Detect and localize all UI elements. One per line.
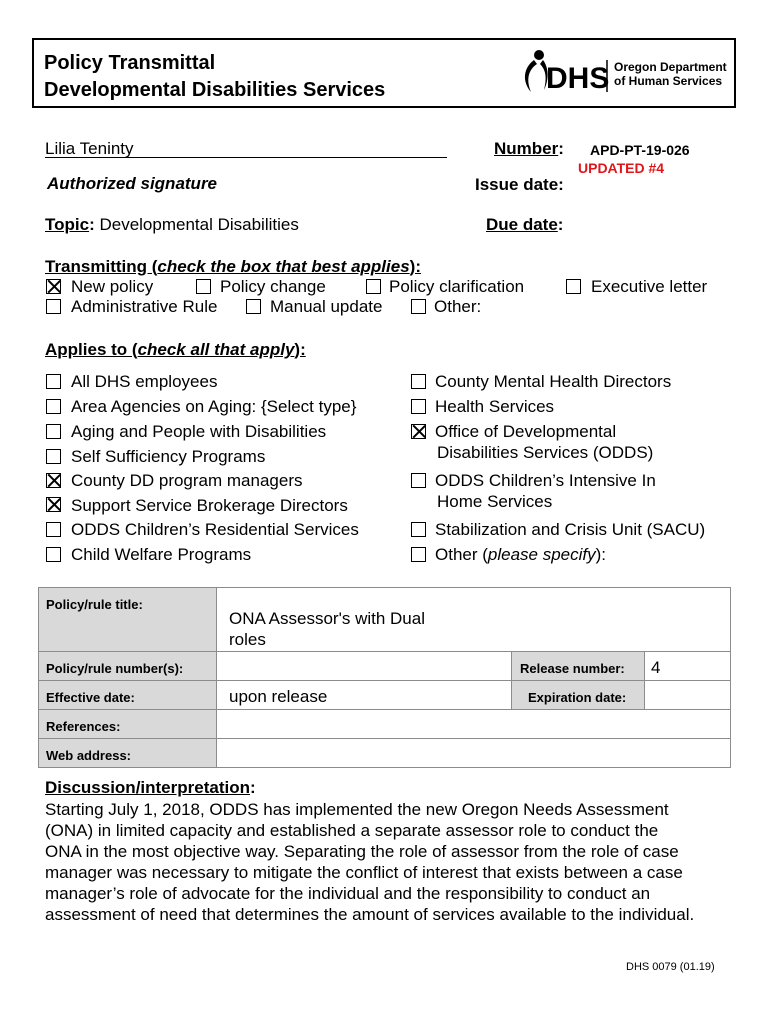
checkbox-county-dd[interactable] [46,473,61,488]
checkbox-brokerage[interactable] [46,497,61,512]
applies-odds-intensive: ODDS Children’s Intensive In [435,471,656,490]
applies-odds-line2: Disabilities Services (ODDS) [437,443,654,462]
option-executive-letter: Executive letter [591,277,708,296]
topic-label: Topic [45,215,90,234]
references-label: References: [39,710,217,739]
references-value[interactable] [217,710,731,739]
checkbox-other-applies[interactable] [411,547,426,562]
number-label: Number: [494,139,564,158]
checkbox-county-mental-health[interactable] [411,374,426,389]
checkbox-sacu[interactable] [411,522,426,537]
checkbox-health-services[interactable] [411,399,426,414]
checkbox-self-sufficiency[interactable] [46,449,61,464]
number-value: APD-PT-19-026 [590,142,690,158]
option-other-transmit: Other: [434,297,482,316]
policy-number-value[interactable] [217,652,512,681]
checkbox-child-welfare[interactable] [46,547,61,562]
release-number-value[interactable]: 4 [645,652,731,681]
dhs-logo [509,46,609,103]
applies-self-sufficiency: Self Sufficiency Programs [71,447,266,466]
applies-aaa: Area Agencies on Aging: {Select type} [71,397,357,416]
applies-odds-intensive-line2: Home Services [437,492,553,511]
title-line-1: Policy Transmittal [44,52,216,74]
expiration-date-value[interactable] [645,681,731,710]
applies-apd: Aging and People with Disabilities [71,422,327,441]
applies-heading: Applies to (check all that apply): [45,340,306,359]
option-policy-clarification: Policy clarification [389,277,525,296]
option-administrative-rule: Administrative Rule [71,297,218,316]
option-new-policy: New policy [71,277,154,296]
applies-child-welfare: Child Welfare Programs [71,545,252,564]
policy-title-label: Policy/rule title: [39,588,217,652]
issue-date-label: Issue date: [475,175,564,194]
checkbox-policy-clarification[interactable] [366,279,381,294]
discussion-body [45,799,735,925]
agency-line-1: Oregon Department [614,60,727,74]
discussion-line: (ONA) in limited capacity and established a separate assessor role to conduct the [45,821,659,840]
logo-abbr: DHS [546,62,609,95]
signature-name: Lilia Teninty [45,139,134,158]
checkbox-odds-residential[interactable] [46,522,61,537]
policy-number-label: Policy/rule number(s): [39,652,217,681]
applies-health-services: Health Services [435,397,555,416]
checkbox-new-policy[interactable] [46,279,61,294]
checkbox-apd[interactable] [46,424,61,439]
checkbox-executive-letter[interactable] [566,279,581,294]
effective-date-value[interactable]: upon release [217,681,512,710]
due-date-label: Due date: [486,215,564,234]
checkbox-odds[interactable] [411,424,426,439]
discussion-line: manager was necessary to mitigate the conflict of interest that exists between a case [45,863,683,882]
discussion-heading: Discussion/interpretation: [45,778,256,797]
checkbox-policy-change[interactable] [196,279,211,294]
applies-other: Other (please specify): [435,545,607,564]
checkbox-aaa[interactable] [46,399,61,414]
discussion-line: Starting July 1, 2018, ODDS has implemented the new Oregon Needs Assessment [45,800,669,819]
discussion-line: assessment of need that determines the amount of services available to the individual. [45,905,695,924]
applies-sacu: Stabilization and Crisis Unit (SACU) [435,520,706,539]
policy-title-value[interactable]: ONA Assessor's with Dual roles [217,588,731,652]
discussion-line: ONA in the most objective way. Separating the role of assessor from the role of case [45,842,679,861]
header-box [32,38,736,108]
checkbox-administrative-rule[interactable] [46,299,61,314]
title-line-2: Developmental Disabilities Services [44,79,386,101]
release-number-label: Release number: [512,652,645,681]
topic-line: Topic: Developmental Disabilities [45,215,299,234]
web-address-label: Web address: [39,739,217,768]
discussion-line: manager’s role of advocate for the individual and the responsibility to conduct an [45,884,651,903]
agency-name [614,60,727,88]
agency-line-2: of Human Services [614,74,723,88]
policy-info-table [38,587,731,768]
authorized-signature-label: Authorized signature [47,174,218,193]
document-title [44,50,385,104]
updated-badge: UPDATED #4 [578,160,665,176]
applies-brokerage: Support Service Brokerage Directors [71,496,348,515]
web-address-value[interactable] [217,739,731,768]
transmitting-heading: Transmitting (check the box that best applies): [45,257,421,276]
signature-line[interactable] [45,139,447,158]
checkbox-manual-update[interactable] [246,299,261,314]
checkbox-odds-intensive[interactable] [411,473,426,488]
applies-all-dhs: All DHS employees [71,372,218,391]
checkbox-other-transmit[interactable] [411,299,426,314]
applies-county-mental-health: County Mental Health Directors [435,372,672,391]
effective-date-label: Effective date: [39,681,217,710]
applies-county-dd: County DD program managers [71,471,303,490]
expiration-date-label: Expiration date: [512,681,645,710]
applies-odds: Office of Developmental [435,422,617,441]
form-number: DHS 0079 (01.19) [626,961,715,973]
option-manual-update: Manual update [270,297,383,316]
applies-odds-residential: ODDS Children’s Residential Services [71,520,359,539]
checkbox-all-dhs[interactable] [46,374,61,389]
option-policy-change: Policy change [220,277,326,296]
topic-value: Developmental Disabilities [94,215,299,234]
